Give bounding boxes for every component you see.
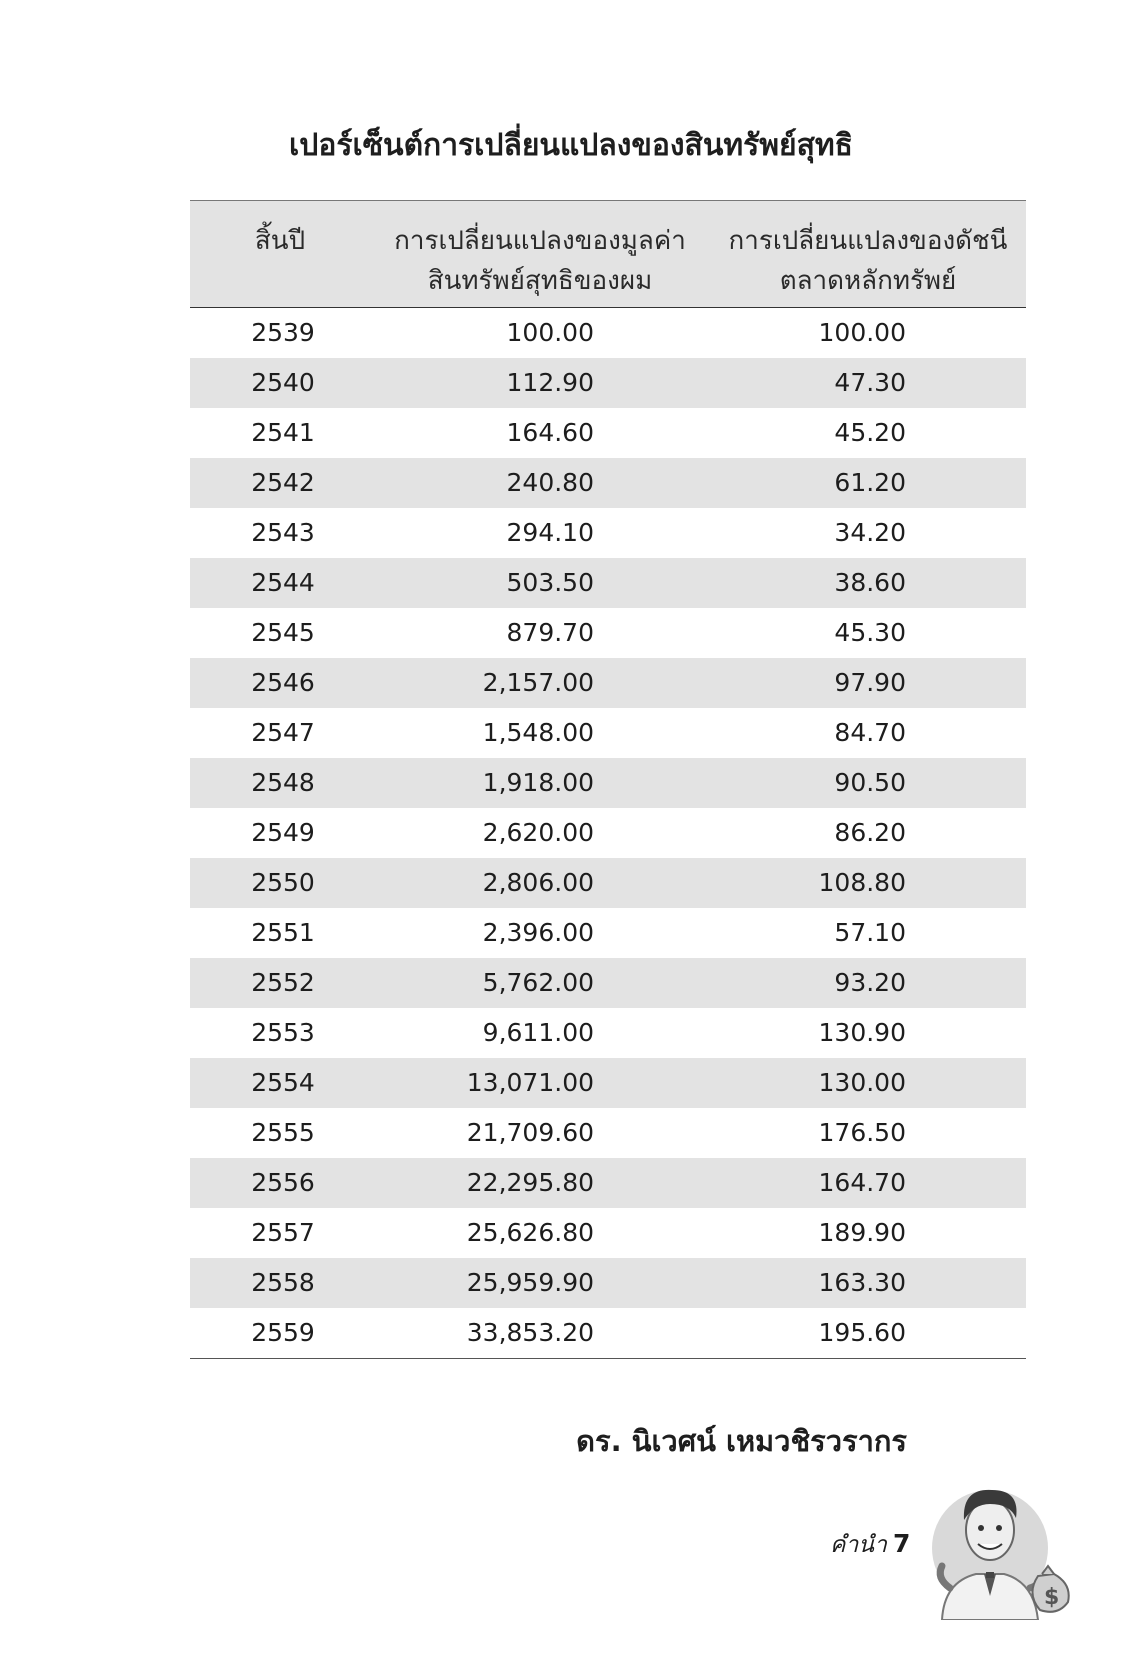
my-net-asset-cell: 33,853.20 xyxy=(466,1318,594,1347)
header-market-index-line1: การเปลี่ยนแปลงของดัชนี xyxy=(728,226,1008,256)
year-cell: 2549 xyxy=(251,818,315,847)
table-row xyxy=(190,658,1026,708)
year-cell: 2539 xyxy=(251,318,315,347)
my-net-asset-cell: 2,806.00 xyxy=(482,868,594,897)
table-header xyxy=(190,201,1026,308)
svg-text:$: $ xyxy=(1044,1585,1060,1610)
table-row xyxy=(190,858,1026,908)
table-row xyxy=(190,508,1026,558)
year-cell: 2546 xyxy=(251,668,315,697)
my-net-asset-cell: 2,620.00 xyxy=(482,818,594,847)
my-net-asset-cell: 21,709.60 xyxy=(466,1118,594,1147)
market-index-cell: 164.70 xyxy=(818,1168,906,1197)
net-asset-change-table xyxy=(190,200,1026,1359)
table-row xyxy=(190,1158,1026,1208)
market-index-cell: 93.20 xyxy=(834,968,906,997)
my-net-asset-cell: 294.10 xyxy=(506,518,594,547)
year-cell: 2554 xyxy=(251,1068,315,1097)
section-label: คำนำ xyxy=(830,1532,887,1558)
table-row xyxy=(190,1258,1026,1308)
my-net-asset-cell: 13,071.00 xyxy=(466,1068,594,1097)
header-market-index-change xyxy=(710,221,1026,301)
market-index-cell: 34.20 xyxy=(834,518,906,547)
market-index-cell: 61.20 xyxy=(834,468,906,497)
my-net-asset-cell: 22,295.80 xyxy=(466,1168,594,1197)
market-index-cell: 47.30 xyxy=(834,368,906,397)
header-market-index-line2: ตลาดหลักทรัพย์ xyxy=(779,266,957,296)
page-title: เปอร์เซ็นต์การเปลี่ยนแปลงของสินทรัพย์สุทธิ xyxy=(289,128,853,163)
market-index-cell: 195.60 xyxy=(818,1318,906,1347)
market-index-cell: 100.00 xyxy=(818,318,906,347)
table-row xyxy=(190,558,1026,608)
my-net-asset-cell: 100.00 xyxy=(506,318,594,347)
market-index-cell: 45.30 xyxy=(834,618,906,647)
year-cell: 2545 xyxy=(251,618,315,647)
market-index-cell: 97.90 xyxy=(834,668,906,697)
year-cell: 2557 xyxy=(251,1218,315,1247)
my-net-asset-cell: 2,396.00 xyxy=(482,918,594,947)
market-index-cell: 130.90 xyxy=(818,1018,906,1047)
year-cell: 2553 xyxy=(251,1018,315,1047)
my-net-asset-cell: 1,548.00 xyxy=(482,718,594,747)
market-index-cell: 176.50 xyxy=(818,1118,906,1147)
market-index-cell: 163.30 xyxy=(818,1268,906,1297)
year-cell: 2552 xyxy=(251,968,315,997)
my-net-asset-cell: 9,611.00 xyxy=(482,1018,594,1047)
year-cell: 2548 xyxy=(251,768,315,797)
my-net-asset-cell: 1,918.00 xyxy=(482,768,594,797)
table-row xyxy=(190,958,1026,1008)
my-net-asset-cell: 2,157.00 xyxy=(482,668,594,697)
market-index-cell: 84.70 xyxy=(834,718,906,747)
table-row xyxy=(190,358,1026,408)
table-row xyxy=(190,308,1026,358)
table-row xyxy=(190,1008,1026,1058)
table-row xyxy=(190,608,1026,658)
year-cell: 2541 xyxy=(251,418,315,447)
page-footer xyxy=(830,1527,920,1563)
year-cell: 2559 xyxy=(251,1318,315,1347)
year-cell: 2542 xyxy=(251,468,315,497)
my-net-asset-cell: 879.70 xyxy=(506,618,594,647)
businessman-with-money-bag-icon xyxy=(930,1470,1070,1620)
header-my-net-asset-line2: สินทรัพย์สุทธิของผม xyxy=(427,266,653,296)
header-my-net-asset-change xyxy=(390,221,690,301)
table-row xyxy=(190,1108,1026,1158)
market-index-cell: 57.10 xyxy=(834,918,906,947)
market-index-cell: 86.20 xyxy=(834,818,906,847)
market-index-cell: 130.00 xyxy=(818,1068,906,1097)
year-cell: 2551 xyxy=(251,918,315,947)
table-row xyxy=(190,458,1026,508)
my-net-asset-cell: 164.60 xyxy=(506,418,594,447)
my-net-asset-cell: 503.50 xyxy=(506,568,594,597)
market-index-cell: 38.60 xyxy=(834,568,906,597)
year-cell: 2544 xyxy=(251,568,315,597)
my-net-asset-cell: 25,959.90 xyxy=(466,1268,594,1297)
table-row xyxy=(190,708,1026,758)
year-cell: 2543 xyxy=(251,518,315,547)
year-cell: 2555 xyxy=(251,1118,315,1147)
year-cell: 2547 xyxy=(251,718,315,747)
my-net-asset-cell: 25,626.80 xyxy=(466,1218,594,1247)
market-index-cell: 189.90 xyxy=(818,1218,906,1247)
table-row xyxy=(190,408,1026,458)
my-net-asset-cell: 112.90 xyxy=(506,368,594,397)
year-cell: 2558 xyxy=(251,1268,315,1297)
table-body xyxy=(190,308,1026,1358)
table-row xyxy=(190,1308,1026,1358)
author-name: ดร. นิเวศน์ เหมวชิรวรากร xyxy=(576,1424,907,1458)
header-year-label: สิ้นปี xyxy=(254,226,306,256)
table-bottom-rule xyxy=(190,1358,1026,1359)
my-net-asset-cell: 5,762.00 xyxy=(482,968,594,997)
table-row xyxy=(190,1208,1026,1258)
page-number: 7 xyxy=(892,1529,911,1558)
market-index-cell: 90.50 xyxy=(834,768,906,797)
market-index-cell: 108.80 xyxy=(818,868,906,897)
table-row xyxy=(190,758,1026,808)
year-cell: 2550 xyxy=(251,868,315,897)
header-my-net-asset-line1: การเปลี่ยนแปลงของมูลค่า xyxy=(394,226,686,256)
header-year xyxy=(210,221,350,261)
market-index-cell: 45.20 xyxy=(834,418,906,447)
table-row xyxy=(190,908,1026,958)
my-net-asset-cell: 240.80 xyxy=(506,468,594,497)
year-cell: 2540 xyxy=(251,368,315,397)
year-cell: 2556 xyxy=(251,1168,315,1197)
table-row xyxy=(190,1058,1026,1108)
table-row xyxy=(190,808,1026,858)
